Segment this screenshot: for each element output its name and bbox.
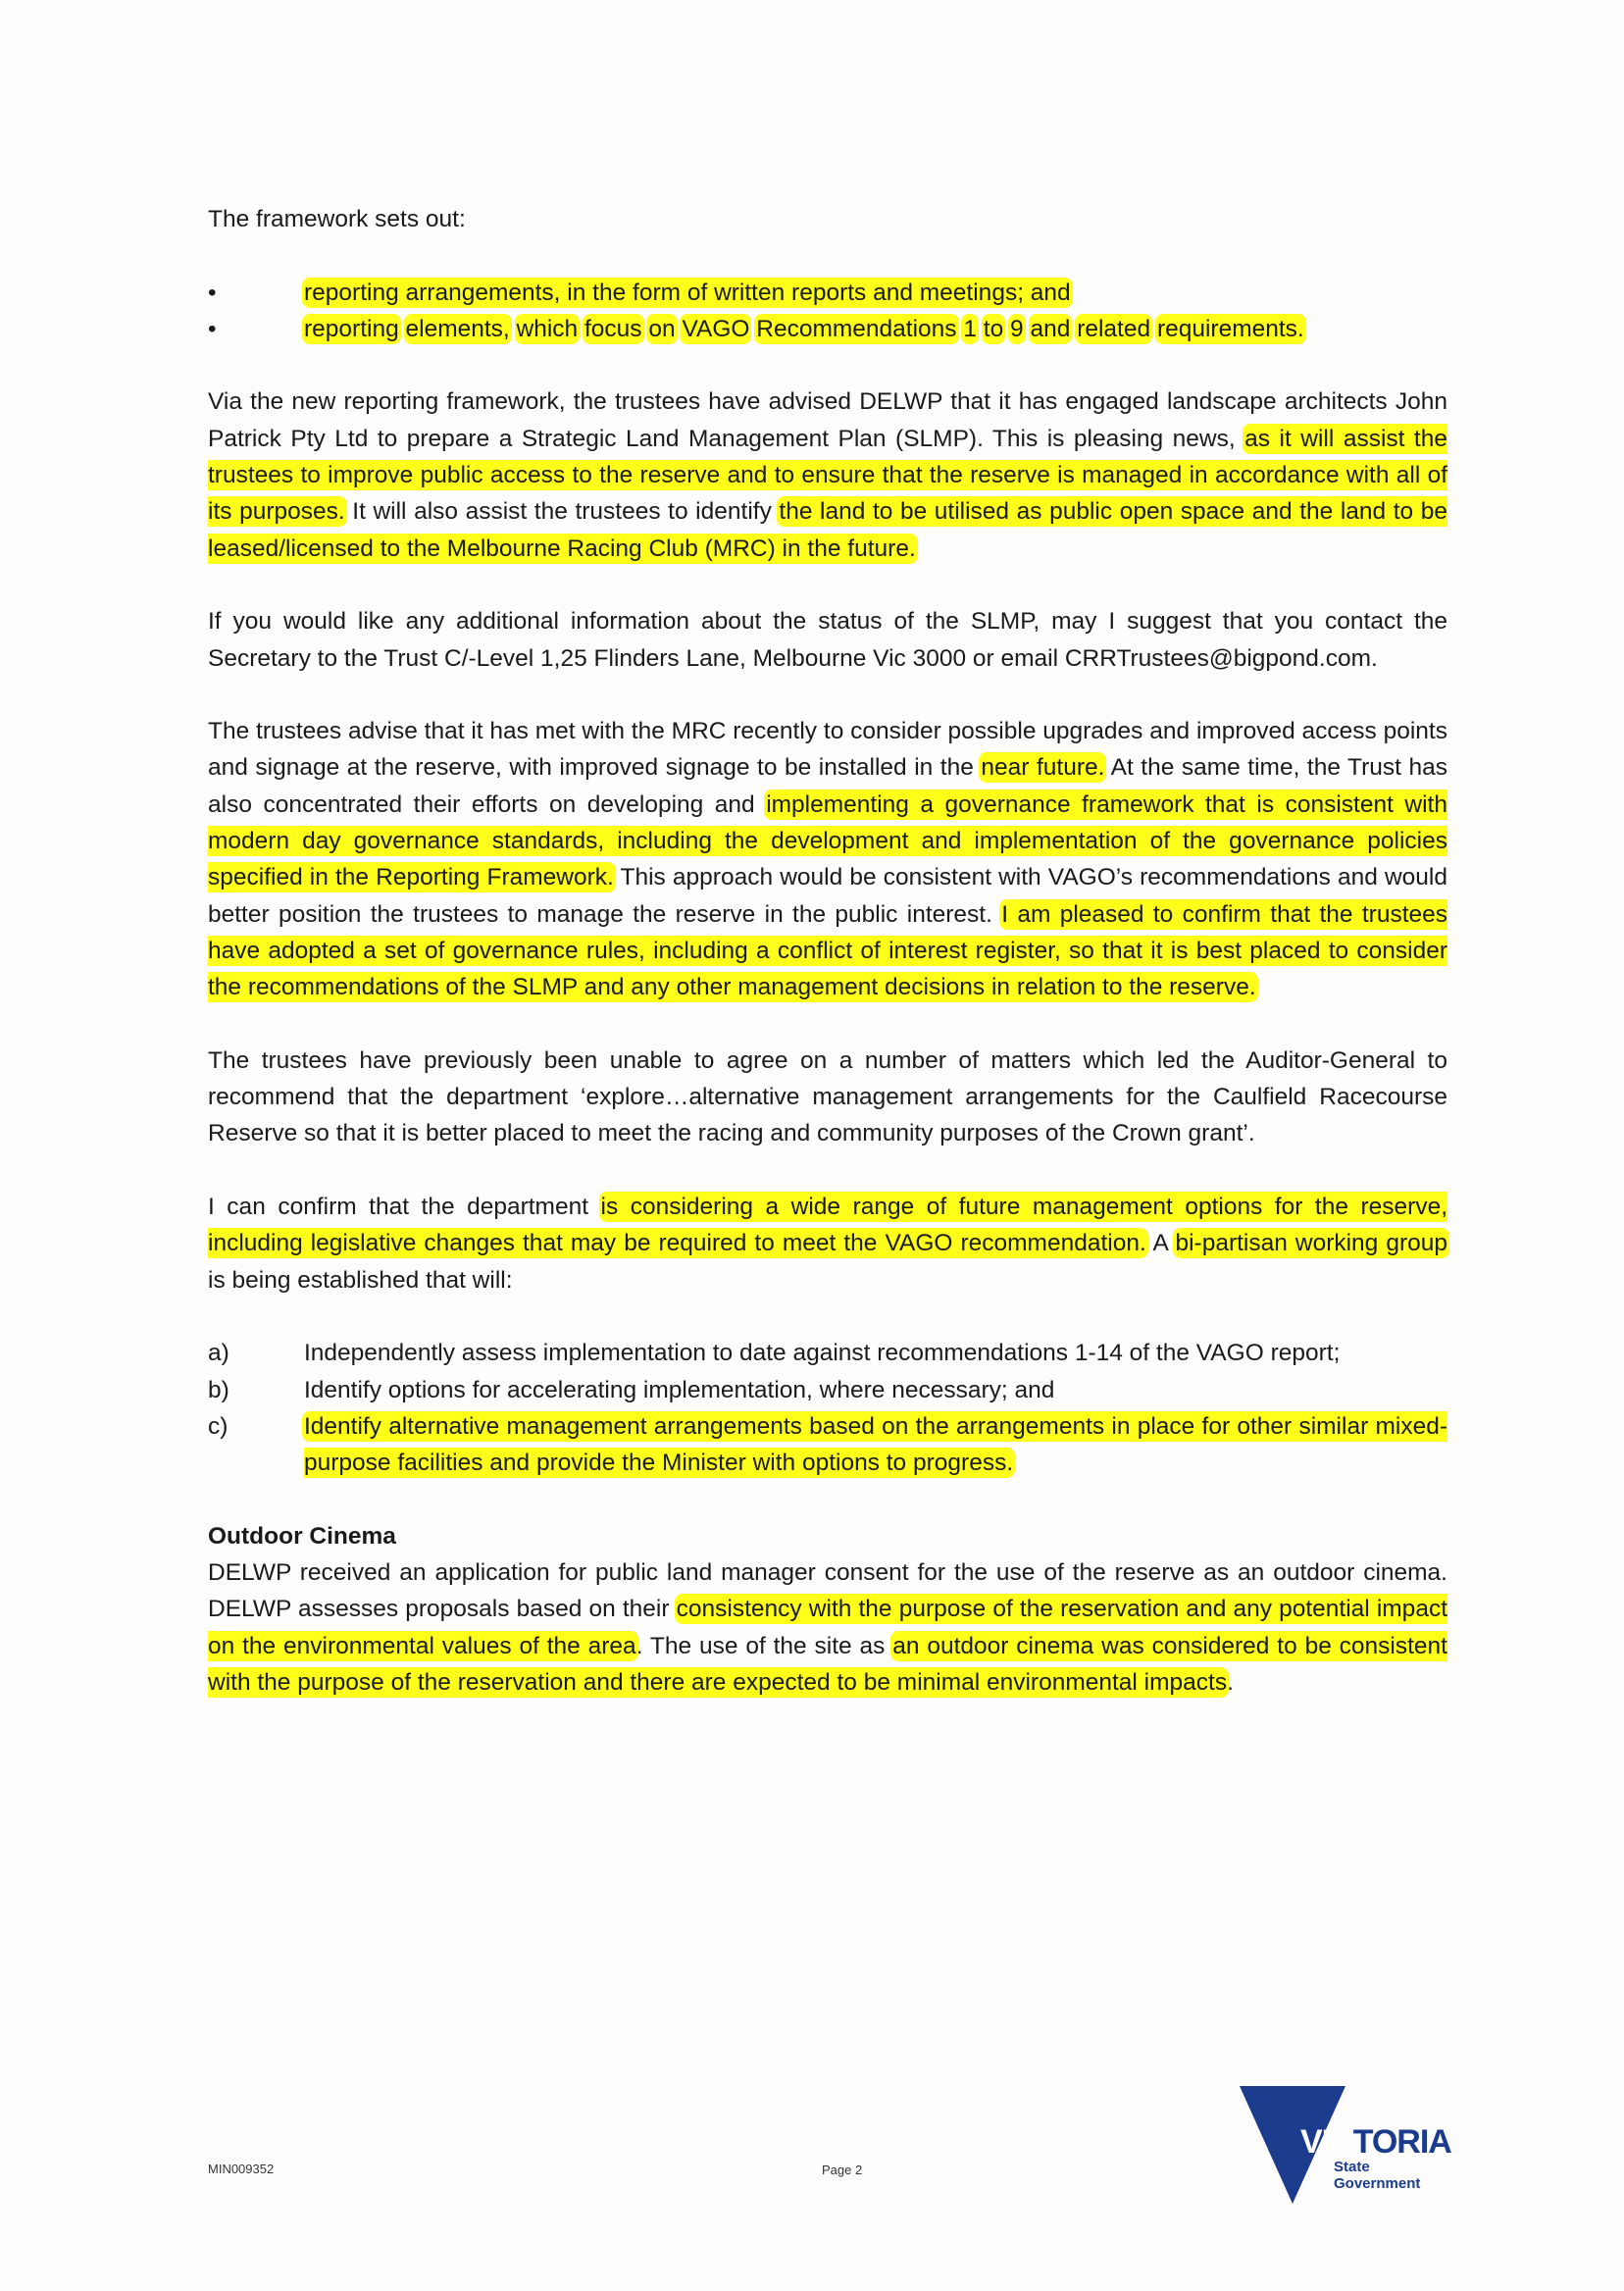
list-item [208,1408,1447,1482]
paragraph [208,383,1447,566]
list-item [208,1372,1447,1408]
bullet-icon: • [208,315,217,342]
text-run: This approach would be consistent with VAGO’s recommendations and would better position the trustees to manage the reserve in the public interest. [208,864,1447,928]
highlighted-text: VAGO [682,315,750,342]
highlighted-text: consistency with the purpose of the reservation and any potential impact on the environmental values of the area [208,1596,1447,1659]
bullet-list [208,275,1447,348]
highlighted-text: an outdoor cinema was considered to be consistent with the purpose of the reservation and there are expected to be minimal environmental impacts [208,1632,1447,1696]
logo-sub1: State [1334,2159,1370,2175]
text-run [977,316,984,342]
highlighted-text: which [516,315,579,342]
logo-wordmark-part: VIC [1300,2123,1353,2161]
text-run: If you would like any additional information about the status of the SLMP, may I suggest that you contact the Secretary to the Trust C/-Level 1,25 Flinders Lane, Melbourne Vic 3000 or email CRRTrustees@bigpond.com. [208,608,1447,672]
highlighted-text: reporting arrangements, in the form of written reports and meetings; and [304,279,1071,306]
highlighted-text: and [1030,315,1071,342]
list-marker: a) [208,1340,229,1367]
paragraph [208,201,1447,237]
paragraph [208,713,1447,1005]
highlighted-text: Identify alternative management arrangements based on the arrangements in place for other similar mixed-purpose facilities and provide the Minister with options to progress. [304,1412,1447,1477]
bullet-icon: • [208,279,217,306]
text-run: The trustees have previously been unable to agree on a number of matters which led the Auditor-General to recommend that the department ‘explore…alternative management arrangements for the Caulfield Racecourse Reserve so that it is better placed to meet the racing and community purposes of the Crown grant’. [208,1046,1447,1147]
text-run [399,316,406,342]
text-run [1024,316,1031,342]
highlighted-text: related [1077,315,1151,342]
highlighted-text: near future. [981,754,1105,782]
list-item [208,1335,1447,1371]
bullet-item [208,311,1447,347]
text-run: Independently assess implementation to date against recommendations 1-14 of the VAGO report; [304,1340,1341,1367]
logo-subtitle [1334,2159,1420,2192]
intro [208,201,1447,237]
text-run: DELWP received an application for public land manager consent for the use of the reserve as an outdoor cinema. DELWP assesses proposals based on their [208,1558,1447,1623]
text-run: The framework sets out: [208,206,466,232]
text-run: Via the new reporting framework, the trustees have advised DELWP that it has engaged landscape architects John Patrick Pty Ltd to prepare a Strategic Land Management Plan (SLMP). This is pleasing news, [208,388,1447,452]
highlighted-text: implementing a governance framework that is consistent with modern day governance standards, including the development and implementation of the governance policies specified in the Reporting Framework. [208,790,1447,891]
highlighted-text: requirements. [1156,315,1304,342]
list-marker: c) [208,1412,228,1440]
body-paragraphs [208,383,1447,1298]
text-run: It will also assist the trustees to identify [344,498,780,526]
logo-sub2: Government [1334,2175,1421,2192]
bullet-item [208,275,1447,311]
highlighted-text: reporting [304,315,399,342]
text-run: I can confirm that the department [208,1194,601,1221]
highlighted-text: focus [584,315,642,342]
text-run: A [1145,1230,1176,1257]
highlighted-text: is considering a wide range of future management options for the reserve, including legislative changes that may be required to meet the VAGO recommendation. [208,1194,1447,1257]
highlighted-text: on [648,315,676,342]
paragraph [208,603,1447,677]
text-run: The trustees advise that it has met with the MRC recently to consider possible upgrades and improved access points and signage at the reserve, with improved signage to be installed in the [208,718,1447,782]
highlighted-text: 1 [963,315,977,342]
highlighted-text: 9 [1010,315,1024,342]
list-marker: b) [208,1376,229,1403]
section-heading: Outdoor Cinema [208,1522,396,1550]
logo-wordmark-part: TORIA [1352,2123,1451,2161]
letter-body [208,201,1447,1737]
highlighted-text: as it will assist the trustees to improve public access to the reserve and to ensure that the reserve is managed in accordance with all of its purposes. [208,425,1447,526]
highlighted-text: Recommendations [756,315,957,342]
highlighted-text: to [983,315,1004,342]
text-run: Identify options for accelerating implementation, where necessary; and [304,1376,1055,1403]
document-reference: MIN009352 [208,2162,275,2176]
text-run: . [1227,1668,1234,1696]
outdoor-cinema-paragraph [208,1554,1447,1701]
logo-wordmark [1300,2123,1451,2162]
paragraph [208,1189,1447,1298]
text-run [578,316,584,342]
text-run [1150,316,1157,342]
working-group-tasks [208,1335,1447,1481]
text-run [510,316,517,342]
victoria-state-government-logo [1240,2084,1455,2207]
highlighted-text: I am pleased to confirm that the trustees have adopted a set of governance rules, including a conflict of interest register, so that it is best placed to consider the recommendations of the SLMP and any other management decisions in relation to the reserve. [208,900,1448,1001]
highlighted-text: the land to be utilised as public open space and the land to be leased/licensed to the Melbourne Racing Club (MRC) in the future. [208,498,1447,562]
text-run: At the same time, the Trust has also concentrated their efforts on developing and [208,754,1447,818]
page-number: Page 2 [822,2163,863,2177]
paragraph [208,1043,1447,1152]
highlighted-text: bi-partisan working group [1175,1230,1447,1257]
highlighted-text: elements, [405,315,510,342]
text-run: . The use of the site as [635,1632,893,1659]
text-run: is being established that will: [208,1266,513,1294]
